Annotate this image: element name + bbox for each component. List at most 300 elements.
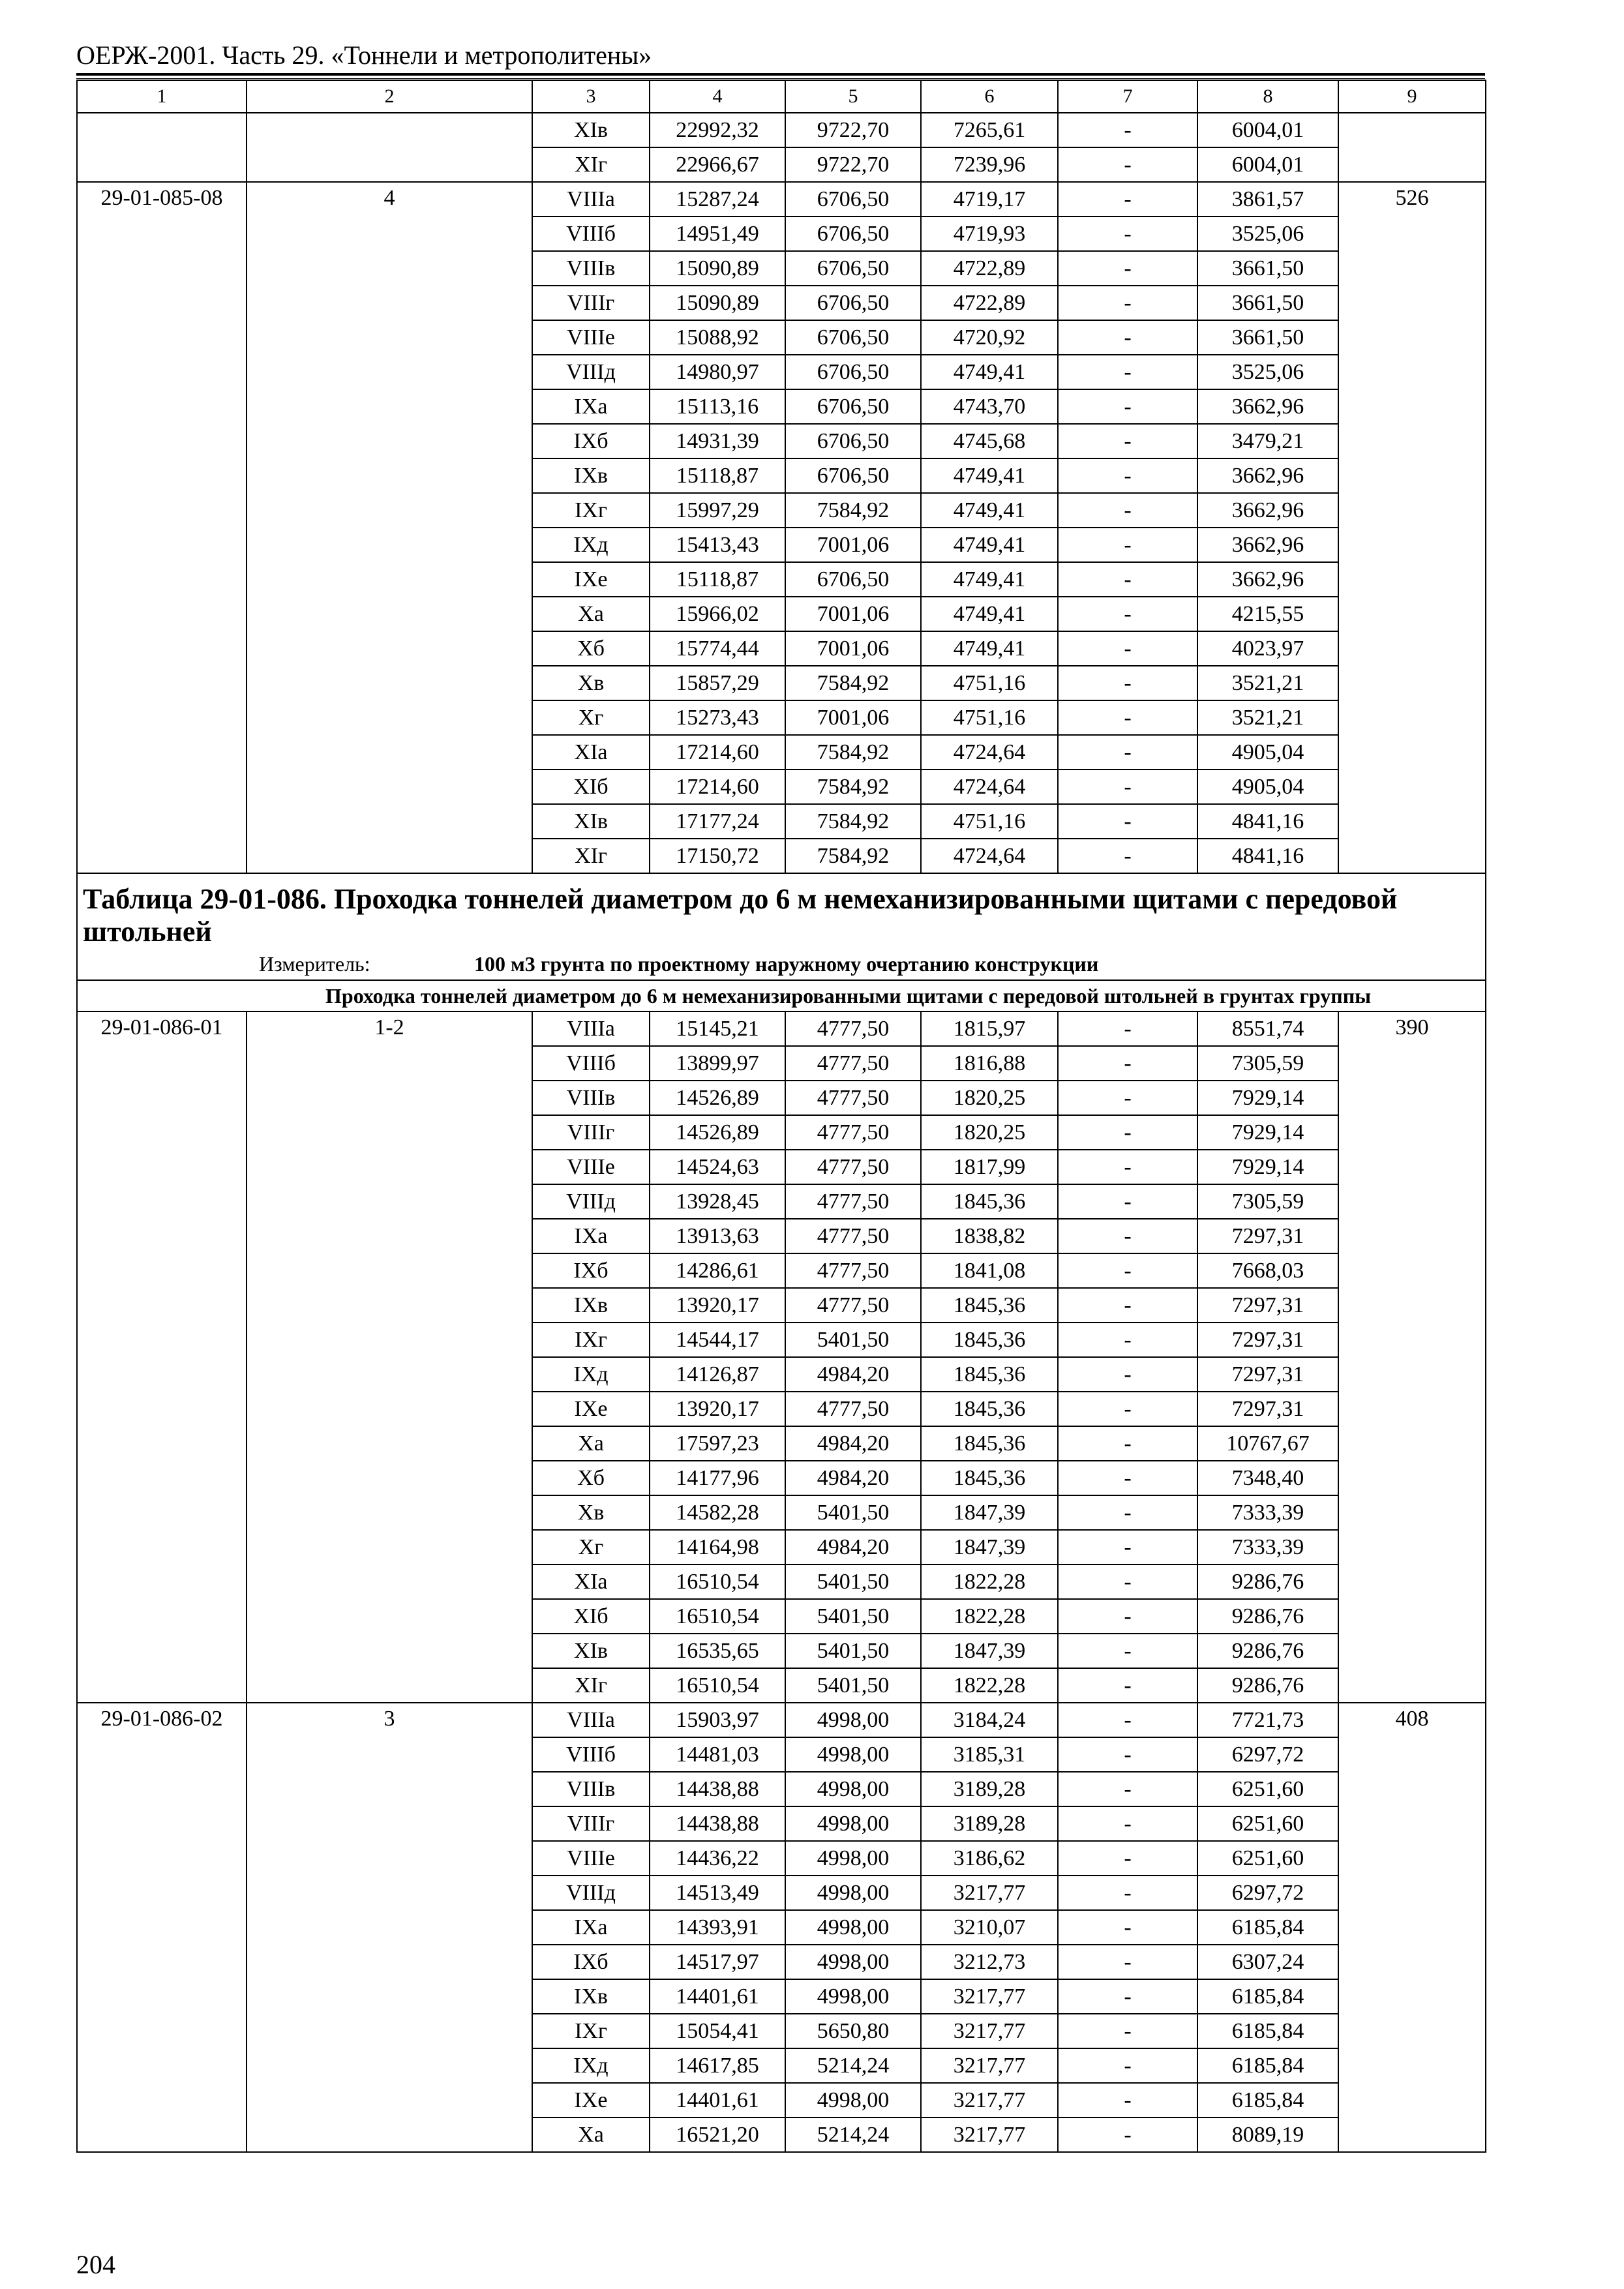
machines-cell: 1847,39: [921, 1530, 1058, 1564]
zone-code-cell: VIIIе: [532, 1841, 650, 1876]
machines-cell: 1817,99: [921, 1150, 1058, 1184]
labor-cost-cell: 408: [1338, 1703, 1486, 2152]
page-number: 204: [76, 2250, 115, 2279]
zone-code-cell: VIIIг: [532, 286, 650, 320]
machines-cell: 3217,77: [921, 2083, 1058, 2117]
total-cost-cell: 13920,17: [650, 1392, 785, 1426]
machines-cell: 4722,89: [921, 251, 1058, 286]
drivers-wages-cell: -: [1058, 1634, 1197, 1668]
measurer-value: 100 м3 грунта по проектному наружному очертанию конструкции: [474, 952, 1099, 976]
total-cost-cell: 14582,28: [650, 1495, 785, 1530]
wages-cell: 9722,70: [785, 147, 921, 182]
materials-cell: 4905,04: [1197, 735, 1338, 770]
machines-cell: 4719,17: [921, 182, 1058, 217]
wages-cell: 6706,50: [785, 389, 921, 424]
table-title: Таблица 29-01-086. Проходка тоннелей диаметром до 6 м немеханизированными щитами с передовой штольней: [83, 883, 1398, 948]
total-cost-cell: 14517,97: [650, 1945, 785, 1979]
zone-code-cell: VIIIб: [532, 1737, 650, 1772]
wages-cell: 4984,20: [785, 1357, 921, 1392]
wages-cell: 5650,80: [785, 2014, 921, 2048]
machines-cell: 1845,36: [921, 1184, 1058, 1219]
header-rule-thin: [76, 78, 1485, 79]
drivers-wages-cell: -: [1058, 2014, 1197, 2048]
wages-cell: 9722,70: [785, 113, 921, 147]
wages-cell: 6706,50: [785, 562, 921, 597]
materials-cell: 7333,39: [1197, 1530, 1338, 1564]
rate-description-cell: 4: [247, 182, 532, 873]
total-cost-cell: 14526,89: [650, 1081, 785, 1115]
materials-cell: 6251,60: [1197, 1806, 1338, 1841]
zone-code-cell: VIIIе: [532, 320, 650, 355]
wages-cell: 4998,00: [785, 1910, 921, 1945]
wages-cell: 4777,50: [785, 1115, 921, 1150]
drivers-wages-cell: -: [1058, 389, 1197, 424]
wages-cell: 4984,20: [785, 1426, 921, 1461]
drivers-wages-cell: -: [1058, 666, 1197, 700]
machines-cell: 4719,93: [921, 217, 1058, 251]
column-number-row: [77, 80, 1486, 113]
total-cost-cell: 14617,85: [650, 2048, 785, 2083]
total-cost-cell: 14177,96: [650, 1461, 785, 1495]
materials-cell: 7333,39: [1197, 1495, 1338, 1530]
drivers-wages-cell: -: [1058, 1910, 1197, 1945]
zone-code-cell: XIб: [532, 1599, 650, 1634]
machines-cell: 1845,36: [921, 1426, 1058, 1461]
measurer-line: [83, 948, 1480, 980]
zone-code-cell: XIв: [532, 1634, 650, 1668]
table-subheading: Проходка тоннелей диаметром до 6 м немеханизированными щитами с передовой штольней в грунтах группы: [77, 980, 1486, 1011]
materials-cell: 6004,01: [1197, 113, 1338, 147]
wages-cell: 4777,50: [785, 1253, 921, 1288]
machines-cell: 1845,36: [921, 1392, 1058, 1426]
machines-cell: 1822,28: [921, 1599, 1058, 1634]
drivers-wages-cell: -: [1058, 1219, 1197, 1253]
machines-cell: 7239,96: [921, 147, 1058, 182]
materials-cell: 3662,96: [1197, 493, 1338, 528]
materials-cell: 6251,60: [1197, 1772, 1338, 1806]
materials-cell: 7297,31: [1197, 1392, 1338, 1426]
materials-cell: 6185,84: [1197, 2048, 1338, 2083]
materials-cell: 8089,19: [1197, 2117, 1338, 2152]
materials-cell: 6307,24: [1197, 1945, 1338, 1979]
zone-code-cell: IXд: [532, 2048, 650, 2083]
machines-cell: 4745,68: [921, 424, 1058, 458]
machines-cell: 1847,39: [921, 1495, 1058, 1530]
materials-cell: 4215,55: [1197, 597, 1338, 631]
zone-code-cell: VIIIд: [532, 355, 650, 389]
materials-cell: 7297,31: [1197, 1219, 1338, 1253]
zone-code-cell: IXд: [532, 1357, 650, 1392]
column-number: 9: [1338, 80, 1486, 113]
total-cost-cell: 22966,67: [650, 147, 785, 182]
drivers-wages-cell: -: [1058, 1461, 1197, 1495]
wages-cell: 4777,50: [785, 1011, 921, 1046]
total-cost-cell: 14980,97: [650, 355, 785, 389]
zone-code-cell: Xб: [532, 631, 650, 666]
zone-code-cell: VIIIе: [532, 1150, 650, 1184]
drivers-wages-cell: -: [1058, 1945, 1197, 1979]
drivers-wages-cell: -: [1058, 1323, 1197, 1357]
machines-cell: 4749,41: [921, 458, 1058, 493]
total-cost-cell: 14393,91: [650, 1910, 785, 1945]
wages-cell: 4777,50: [785, 1184, 921, 1219]
machines-cell: 3217,77: [921, 2014, 1058, 2048]
zone-code-cell: VIIIд: [532, 1876, 650, 1910]
total-cost-cell: 14438,88: [650, 1772, 785, 1806]
wages-cell: 6706,50: [785, 424, 921, 458]
header-rule: [76, 73, 1485, 76]
machines-cell: 3189,28: [921, 1806, 1058, 1841]
table-body: [77, 80, 1486, 2152]
drivers-wages-cell: -: [1058, 1806, 1197, 1841]
wages-cell: 7584,92: [785, 804, 921, 839]
machines-cell: 4749,41: [921, 562, 1058, 597]
wages-cell: 5401,50: [785, 1599, 921, 1634]
total-cost-cell: 13920,17: [650, 1288, 785, 1323]
total-cost-cell: 14513,49: [650, 1876, 785, 1910]
zone-code-cell: Xг: [532, 700, 650, 735]
materials-cell: 3525,06: [1197, 355, 1338, 389]
zone-code-cell: IXв: [532, 458, 650, 493]
zone-code-cell: IXа: [532, 1219, 650, 1253]
drivers-wages-cell: -: [1058, 1011, 1197, 1046]
machines-cell: 4749,41: [921, 493, 1058, 528]
total-cost-cell: 14401,61: [650, 2083, 785, 2117]
rate-code-cell: 29-01-086-02: [77, 1703, 247, 2152]
materials-cell: 3521,21: [1197, 700, 1338, 735]
total-cost-cell: 14164,98: [650, 1530, 785, 1564]
machines-cell: 1845,36: [921, 1461, 1058, 1495]
zone-code-cell: IXг: [532, 2014, 650, 2048]
materials-cell: 6297,72: [1197, 1876, 1338, 1910]
total-cost-cell: 14524,63: [650, 1150, 785, 1184]
materials-cell: 3662,96: [1197, 562, 1338, 597]
materials-cell: 7929,14: [1197, 1115, 1338, 1150]
zone-code-cell: IXв: [532, 1979, 650, 2014]
zone-code-cell: IXб: [532, 1945, 650, 1979]
machines-cell: 1820,25: [921, 1115, 1058, 1150]
zone-code-cell: Xб: [532, 1461, 650, 1495]
drivers-wages-cell: -: [1058, 2083, 1197, 2117]
wages-cell: 5401,50: [785, 1495, 921, 1530]
wages-cell: 6706,50: [785, 251, 921, 286]
drivers-wages-cell: -: [1058, 1253, 1197, 1288]
machines-cell: 7265,61: [921, 113, 1058, 147]
total-cost-cell: 14951,49: [650, 217, 785, 251]
running-header: ОЕРЖ-2001. Часть 29. «Тоннели и метрополитены»: [76, 40, 652, 70]
machines-cell: 4751,16: [921, 700, 1058, 735]
drivers-wages-cell: -: [1058, 1288, 1197, 1323]
rate-description-cell: 3: [247, 1703, 532, 2152]
total-cost-cell: 16510,54: [650, 1599, 785, 1634]
wages-cell: 7584,92: [785, 839, 921, 873]
materials-cell: 3479,21: [1197, 424, 1338, 458]
materials-cell: 7297,31: [1197, 1323, 1338, 1357]
drivers-wages-cell: -: [1058, 182, 1197, 217]
total-cost-cell: 14436,22: [650, 1841, 785, 1876]
machines-cell: 4743,70: [921, 389, 1058, 424]
materials-cell: 6185,84: [1197, 1979, 1338, 2014]
total-cost-cell: 14401,61: [650, 1979, 785, 2014]
price-row: [77, 1703, 1486, 1737]
materials-cell: 7721,73: [1197, 1703, 1338, 1737]
drivers-wages-cell: -: [1058, 424, 1197, 458]
materials-cell: 4905,04: [1197, 770, 1338, 804]
drivers-wages-cell: -: [1058, 1530, 1197, 1564]
materials-cell: 7929,14: [1197, 1081, 1338, 1115]
total-cost-cell: 15413,43: [650, 528, 785, 562]
wages-cell: 6706,50: [785, 458, 921, 493]
machines-cell: 3212,73: [921, 1945, 1058, 1979]
materials-cell: 7929,14: [1197, 1150, 1338, 1184]
zone-code-cell: Xв: [532, 666, 650, 700]
wages-cell: 4998,00: [785, 1772, 921, 1806]
column-number: 6: [921, 80, 1058, 113]
materials-cell: 9286,76: [1197, 1599, 1338, 1634]
wages-cell: 4998,00: [785, 1979, 921, 2014]
materials-cell: 3662,96: [1197, 458, 1338, 493]
rate-code-cell: 29-01-085-08: [77, 182, 247, 873]
drivers-wages-cell: -: [1058, 1737, 1197, 1772]
zone-code-cell: IXв: [532, 1288, 650, 1323]
wages-cell: 5214,24: [785, 2048, 921, 2083]
drivers-wages-cell: -: [1058, 320, 1197, 355]
drivers-wages-cell: -: [1058, 493, 1197, 528]
materials-cell: 3662,96: [1197, 528, 1338, 562]
total-cost-cell: 13913,63: [650, 1219, 785, 1253]
machines-cell: 1845,36: [921, 1323, 1058, 1357]
wages-cell: 7001,06: [785, 700, 921, 735]
drivers-wages-cell: -: [1058, 735, 1197, 770]
zone-code-cell: VIIIв: [532, 1772, 650, 1806]
drivers-wages-cell: -: [1058, 1703, 1197, 1737]
materials-cell: 4841,16: [1197, 839, 1338, 873]
total-cost-cell: 14126,87: [650, 1357, 785, 1392]
materials-cell: 3521,21: [1197, 666, 1338, 700]
drivers-wages-cell: -: [1058, 113, 1197, 147]
wages-cell: 5214,24: [785, 2117, 921, 2152]
zone-code-cell: VIIIа: [532, 1011, 650, 1046]
labor-cost-cell: 526: [1338, 182, 1486, 873]
wages-cell: 4998,00: [785, 1841, 921, 1876]
materials-cell: 7297,31: [1197, 1288, 1338, 1323]
zone-code-cell: IXа: [532, 1910, 650, 1945]
materials-cell: 7348,40: [1197, 1461, 1338, 1495]
zone-code-cell: IXд: [532, 528, 650, 562]
wages-cell: 4998,00: [785, 1806, 921, 1841]
total-cost-cell: 14438,88: [650, 1806, 785, 1841]
machines-cell: 1822,28: [921, 1668, 1058, 1703]
zone-code-cell: Xг: [532, 1530, 650, 1564]
zone-code-cell: Xв: [532, 1495, 650, 1530]
materials-cell: 7297,31: [1197, 1357, 1338, 1392]
wages-cell: 4777,50: [785, 1219, 921, 1253]
total-cost-cell: 15145,21: [650, 1011, 785, 1046]
total-cost-cell: 17177,24: [650, 804, 785, 839]
materials-cell: 7305,59: [1197, 1184, 1338, 1219]
zone-code-cell: VIIIб: [532, 1046, 650, 1081]
wages-cell: 6706,50: [785, 320, 921, 355]
zone-code-cell: VIIIб: [532, 217, 650, 251]
materials-cell: 3861,57: [1197, 182, 1338, 217]
wages-cell: 4998,00: [785, 1703, 921, 1737]
zone-code-cell: IXе: [532, 2083, 650, 2117]
drivers-wages-cell: -: [1058, 217, 1197, 251]
rate-description-cell: 1-2: [247, 1011, 532, 1703]
materials-cell: 7305,59: [1197, 1046, 1338, 1081]
wages-cell: 4777,50: [785, 1150, 921, 1184]
zone-code-cell: XIг: [532, 839, 650, 873]
drivers-wages-cell: -: [1058, 597, 1197, 631]
materials-cell: 3661,50: [1197, 320, 1338, 355]
machines-cell: 3210,07: [921, 1910, 1058, 1945]
table-title-row: [77, 873, 1486, 980]
drivers-wages-cell: -: [1058, 251, 1197, 286]
machines-cell: 1845,36: [921, 1288, 1058, 1323]
materials-cell: 6185,84: [1197, 2014, 1338, 2048]
machines-cell: 4751,16: [921, 804, 1058, 839]
total-cost-cell: 17214,60: [650, 735, 785, 770]
total-cost-cell: 17214,60: [650, 770, 785, 804]
materials-cell: 8551,74: [1197, 1011, 1338, 1046]
machines-cell: 4724,64: [921, 839, 1058, 873]
rate-code-cell: [77, 113, 247, 182]
zone-code-cell: XIа: [532, 1564, 650, 1599]
materials-cell: 3661,50: [1197, 286, 1338, 320]
machines-cell: 4722,89: [921, 286, 1058, 320]
drivers-wages-cell: -: [1058, 286, 1197, 320]
machines-cell: 3189,28: [921, 1772, 1058, 1806]
zone-code-cell: VIIIд: [532, 1184, 650, 1219]
total-cost-cell: 16521,20: [650, 2117, 785, 2152]
zone-code-cell: XIа: [532, 735, 650, 770]
zone-code-cell: VIIIв: [532, 1081, 650, 1115]
wages-cell: 4998,00: [785, 1876, 921, 1910]
labor-cost-cell: [1338, 113, 1486, 182]
materials-cell: 3525,06: [1197, 217, 1338, 251]
norm-table: [76, 80, 1486, 2153]
column-number: 1: [77, 80, 247, 113]
drivers-wages-cell: -: [1058, 1841, 1197, 1876]
zone-code-cell: IXг: [532, 1323, 650, 1357]
machines-cell: 1820,25: [921, 1081, 1058, 1115]
wages-cell: 6706,50: [785, 355, 921, 389]
zone-code-cell: IXа: [532, 389, 650, 424]
drivers-wages-cell: -: [1058, 1046, 1197, 1081]
drivers-wages-cell: -: [1058, 562, 1197, 597]
total-cost-cell: 14931,39: [650, 424, 785, 458]
drivers-wages-cell: -: [1058, 458, 1197, 493]
wages-cell: 7001,06: [785, 528, 921, 562]
wages-cell: 7584,92: [785, 770, 921, 804]
total-cost-cell: 13928,45: [650, 1184, 785, 1219]
total-cost-cell: 15090,89: [650, 286, 785, 320]
total-cost-cell: 15966,02: [650, 597, 785, 631]
drivers-wages-cell: -: [1058, 1184, 1197, 1219]
materials-cell: 10767,67: [1197, 1426, 1338, 1461]
machines-cell: 3217,77: [921, 2048, 1058, 2083]
drivers-wages-cell: -: [1058, 2048, 1197, 2083]
price-row: [77, 182, 1486, 217]
machines-cell: 1815,97: [921, 1011, 1058, 1046]
machines-cell: 1822,28: [921, 1564, 1058, 1599]
zone-code-cell: VIIIа: [532, 1703, 650, 1737]
drivers-wages-cell: -: [1058, 1426, 1197, 1461]
drivers-wages-cell: -: [1058, 770, 1197, 804]
total-cost-cell: 15997,29: [650, 493, 785, 528]
machines-cell: 4751,16: [921, 666, 1058, 700]
wages-cell: 4984,20: [785, 1461, 921, 1495]
materials-cell: 7668,03: [1197, 1253, 1338, 1288]
drivers-wages-cell: -: [1058, 1979, 1197, 2014]
drivers-wages-cell: -: [1058, 1668, 1197, 1703]
column-number: 2: [247, 80, 532, 113]
wages-cell: 7584,92: [785, 666, 921, 700]
total-cost-cell: 17597,23: [650, 1426, 785, 1461]
wages-cell: 7001,06: [785, 631, 921, 666]
total-cost-cell: 15090,89: [650, 251, 785, 286]
total-cost-cell: 14286,61: [650, 1253, 785, 1288]
wages-cell: 4777,50: [785, 1288, 921, 1323]
wages-cell: 6706,50: [785, 182, 921, 217]
total-cost-cell: 15903,97: [650, 1703, 785, 1737]
machines-cell: 4724,64: [921, 735, 1058, 770]
wages-cell: 4998,00: [785, 1737, 921, 1772]
machines-cell: 4749,41: [921, 528, 1058, 562]
price-row: [77, 1011, 1486, 1046]
total-cost-cell: 14544,17: [650, 1323, 785, 1357]
total-cost-cell: 14481,03: [650, 1737, 785, 1772]
wages-cell: 7584,92: [785, 735, 921, 770]
drivers-wages-cell: -: [1058, 1357, 1197, 1392]
wages-cell: 4998,00: [785, 1945, 921, 1979]
zone-code-cell: IXе: [532, 1392, 650, 1426]
wages-cell: 7584,92: [785, 493, 921, 528]
rate-code-cell: 29-01-086-01: [77, 1011, 247, 1703]
total-cost-cell: 14526,89: [650, 1115, 785, 1150]
total-cost-cell: 22992,32: [650, 113, 785, 147]
price-row: [77, 113, 1486, 147]
wages-cell: 5401,50: [785, 1564, 921, 1599]
materials-cell: 9286,76: [1197, 1564, 1338, 1599]
drivers-wages-cell: -: [1058, 528, 1197, 562]
wages-cell: 5401,50: [785, 1668, 921, 1703]
total-cost-cell: 15113,16: [650, 389, 785, 424]
wages-cell: 4777,50: [785, 1046, 921, 1081]
wages-cell: 4777,50: [785, 1081, 921, 1115]
machines-cell: 3217,77: [921, 2117, 1058, 2152]
table-title-cell: [77, 873, 1486, 980]
table-subheading-row: [77, 980, 1486, 1011]
machines-cell: 4720,92: [921, 320, 1058, 355]
total-cost-cell: 13899,97: [650, 1046, 785, 1081]
zone-code-cell: XIг: [532, 1668, 650, 1703]
zone-code-cell: IXе: [532, 562, 650, 597]
zone-code-cell: IXб: [532, 424, 650, 458]
total-cost-cell: 15118,87: [650, 562, 785, 597]
drivers-wages-cell: -: [1058, 1564, 1197, 1599]
total-cost-cell: 16535,65: [650, 1634, 785, 1668]
zone-code-cell: VIIIа: [532, 182, 650, 217]
zone-code-cell: Xа: [532, 2117, 650, 2152]
machines-cell: 3184,24: [921, 1703, 1058, 1737]
materials-cell: 4841,16: [1197, 804, 1338, 839]
machines-cell: 3185,31: [921, 1737, 1058, 1772]
drivers-wages-cell: -: [1058, 700, 1197, 735]
machines-cell: 4749,41: [921, 355, 1058, 389]
materials-cell: 6251,60: [1197, 1841, 1338, 1876]
drivers-wages-cell: -: [1058, 1081, 1197, 1115]
